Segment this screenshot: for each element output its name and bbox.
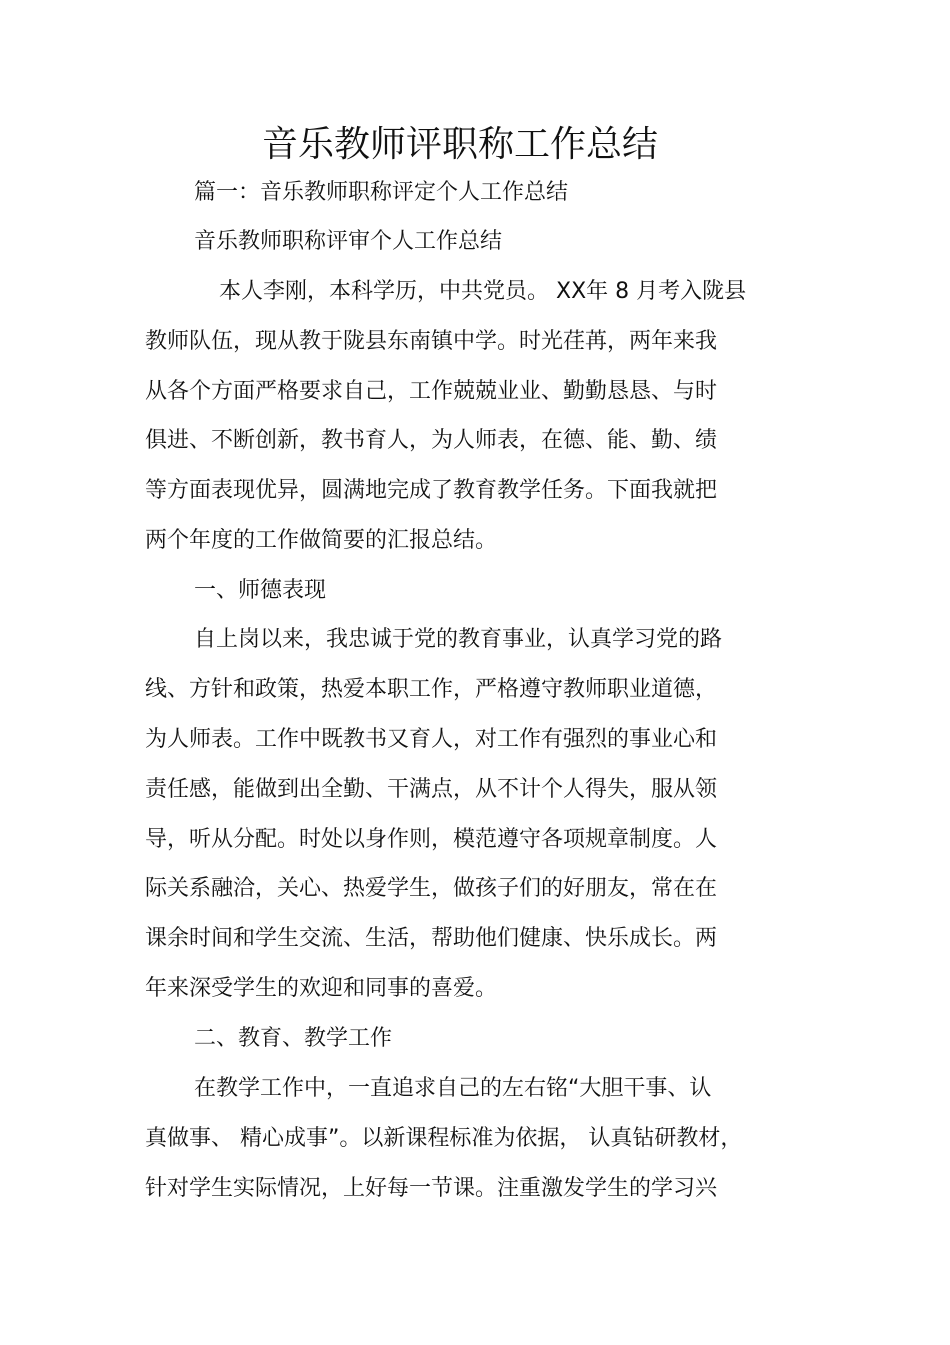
body-line: 从各个方面严格要求自己，工作兢兢业业、勤勤恳恳、与时 <box>145 379 718 404</box>
page-title: 音乐教师评职称工作总结 <box>261 124 658 165</box>
body-line: 在教学工作中，一直追求自己的左右铭“大胆干事、认 <box>194 1076 712 1101</box>
body-line: 俱进、不断创新，教书育人，为人师表，在德、能、勤、绩 <box>145 428 718 453</box>
subheading-line: 音乐教师职称评审个人工作总结 <box>194 229 503 254</box>
body-line: 际关系融洽，关心、热爱学生，做孩子们的好朋友，常在在 <box>145 876 718 901</box>
body-line: 两个年度的工作做简要的汇报总结。 <box>145 528 498 553</box>
body-line: 年来深受学生的欢迎和同事的喜爱。 <box>145 976 498 1001</box>
body-line: 教师队伍，现从教于陇县东南镇中学。时光荏苒，两年来我 <box>145 329 718 354</box>
body-line: 针对学生实际情况，上好每一节课。注重激发学生的学习兴 <box>145 1176 718 1201</box>
body-line: 等方面表现优异，圆满地完成了教育教学任务。下面我就把 <box>145 478 718 503</box>
body-line: 线、方针和政策，热爱本职工作，严格遵守教师职业道德， <box>145 677 718 702</box>
body-line: 课余时间和学生交流、生活，帮助他们健康、快乐成长。两 <box>145 926 718 951</box>
body-line: 导，听从分配。时处以身作则，模范遵守各项规章制度。人 <box>145 827 718 852</box>
body-line: 责任感，能做到出全勤、干满点，从不计个人得失，服从领 <box>145 777 718 802</box>
section-heading: 二、教育、教学工作 <box>194 1026 393 1051</box>
body-line: 真做事、 精心成事”。以新课程标准为依据， 认真钻研教材， <box>145 1126 743 1151</box>
subtitle-line: 篇一：音乐教师职称评定个人工作总结 <box>194 180 569 205</box>
body-line: 本人李刚，本科学历，中共党员。 XX年 8 月考入陇县 <box>219 279 747 304</box>
section-heading: 一、师德表现 <box>194 578 327 603</box>
body-line: 自上岗以来，我忠诚于党的教育事业，认真学习党的路 <box>194 627 723 652</box>
body-line: 为人师表。工作中既教书又育人，对工作有强烈的事业心和 <box>145 727 718 752</box>
